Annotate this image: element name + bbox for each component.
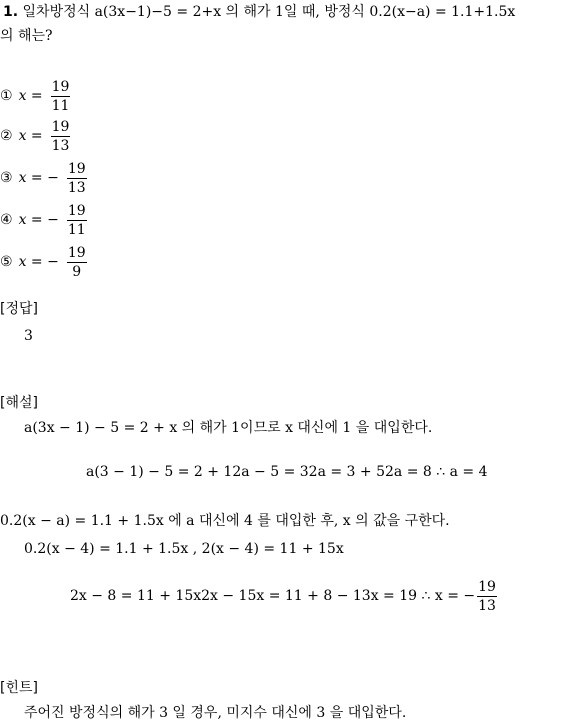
fraction-numerator: 19: [67, 161, 86, 177]
choice-prefix: x = −: [18, 212, 59, 229]
choice-fraction: [67, 160, 87, 197]
hint-label: [힌트]: [0, 680, 38, 696]
explanation-line-1: a(3x − 1) − 5 = 2 + x 의 해가 1이므로 x 대신에 1 을 대입한다.: [24, 420, 433, 436]
choice-fraction: [67, 202, 87, 239]
choice-fraction: [51, 118, 71, 155]
hint-text: 주어진 방정식의 해가 3 일 경우, 미지수 대신에 3 을 대입한다.: [24, 705, 407, 721]
choice-2[interactable]: [0, 118, 70, 155]
answer-label: [정답]: [0, 301, 38, 317]
choice-1[interactable]: [0, 78, 70, 115]
fraction-denominator: 13: [67, 180, 86, 196]
fraction-denominator: 11: [67, 222, 86, 238]
choice-prefix: x =: [18, 128, 43, 145]
question-number: 1.: [3, 4, 19, 20]
choice-prefix: x =: [18, 88, 43, 105]
choice-prefix: x = −: [18, 170, 59, 187]
fraction-numerator: 19: [51, 119, 70, 135]
choice-mark: ①: [0, 88, 13, 105]
choice-fraction: [51, 78, 71, 115]
fraction-numerator: 19: [51, 79, 70, 95]
choice-mark: ⑤: [0, 254, 13, 271]
explanation-line-5: [70, 578, 497, 615]
fraction-numerator: 19: [67, 203, 86, 219]
question-line-1: [3, 4, 515, 21]
choice-mark: ③: [0, 170, 13, 187]
choice-5[interactable]: [0, 244, 87, 281]
fraction-denominator: 13: [51, 138, 70, 154]
fraction-denominator: 13: [478, 598, 496, 614]
choice-3[interactable]: [0, 160, 87, 197]
explanation-line-4: 0.2(x − 4) = 1.1 + 1.5x , 2(x − 4) = 11 + 15x: [24, 541, 344, 557]
choice-prefix: x = −: [18, 254, 59, 271]
fraction-numerator: 19: [67, 245, 86, 261]
question-text-1: 일차방정식 a(3x−1)−5 = 2+x 의 해가 1일 때, 방정식 0.2(x−a) = 1.1+1.5x: [22, 4, 516, 20]
explanation-line-3: 0.2(x − a) = 1.1 + 1.5x 에 a 대신에 4 를 대입한 후, x 의 값을 구한다.: [0, 513, 450, 529]
explanation-fraction: [477, 578, 497, 615]
choice-fraction: [67, 244, 87, 281]
fraction-denominator: 11: [51, 98, 70, 114]
fraction-numerator: 19: [478, 579, 496, 595]
fraction-denominator: 9: [72, 264, 82, 280]
choice-4[interactable]: [0, 202, 87, 239]
question-line-2: 의 해는?: [0, 28, 53, 44]
choice-mark: ④: [0, 212, 13, 229]
explanation-line-2: a(3 − 1) − 5 = 2 + 12a − 5 = 32a = 3 + 52a = 8 ∴ a = 4: [86, 464, 488, 480]
explanation-line-5-text: 2x − 8 = 11 + 15x2x − 15x = 11 + 8 − 13x = 19 ∴ x = −: [70, 588, 476, 605]
choice-mark: ②: [0, 128, 13, 145]
answer-value: 3: [24, 328, 33, 344]
explanation-label: [해설]: [0, 395, 38, 411]
